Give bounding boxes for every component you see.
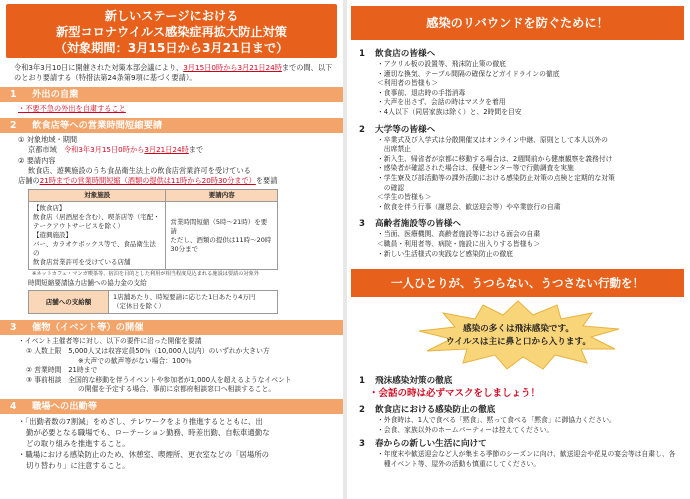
point-2-heading: 2 飲食店における感染防止の徹底 <box>359 405 496 416</box>
facility-line: 飲食店（居酒屋を含む）、喫茶店等（宅配・ <box>33 213 160 222</box>
table-note: ※ネットカフェ・マンガ喫茶等、宿泊を目的とした利用が相当程度見込まれる施設は要請の対象外 <box>32 271 259 278</box>
group-1-item: ・アクリル板の設置等、飛沫防止策の徹底 <box>377 60 506 68</box>
facility-line: バー、カラオケボックス等で、食品衛生法の <box>33 240 156 258</box>
group-2-item: ・感染者が確認された場合は、保健センター等で行動調査を実施 <box>377 164 574 173</box>
point-2-item: ・外食時は、1人で食べる「黙食」、黙って食べる「黙食」に御協力ください。 <box>377 416 616 425</box>
point-2-items <box>347 416 690 435</box>
burst-line-1: 感染の多くは飛沫感染です。 <box>462 324 575 335</box>
point-2-item: ・会食、家族以外のホームパーティーは控えてください。 <box>377 425 554 434</box>
group-2-item: ・卒業式及び入学式は分散開催又はオンライン中継、原則として本人以外の <box>377 135 608 144</box>
section-2-body <box>0 133 343 186</box>
header-line-2: 新型コロナウイルス感染症再拡大防止対策 <box>56 25 287 39</box>
section-1-number: 1 <box>10 89 17 100</box>
group-3-title: 高齢者施設等の皆様へ <box>375 219 461 230</box>
section-4-title: 職場への出勤等 <box>32 400 98 412</box>
request-cell <box>166 202 278 270</box>
group-3 <box>347 212 690 259</box>
main-header <box>6 4 337 58</box>
intro-text <box>0 58 343 83</box>
group-2-item: ・学生寮及び部活動等の課外活動における感染防止対策の点検と定期的な対策 <box>377 173 615 182</box>
group-2-item: ・新入生、帰省者が京都に移動する場合は、2週間前から健康観察を義務付け <box>377 154 613 163</box>
point-2-title: 飲食店における感染防止の徹底 <box>375 405 496 416</box>
event-line: ・イベント主催者等に対し、以下の要件に沿った開催を要請 <box>18 337 202 346</box>
facility-cell <box>29 202 166 270</box>
section-3-title: 催物（イベント等）の開催 <box>32 322 144 334</box>
request-content-line: 30分まで <box>170 244 199 253</box>
rebound-header: 感染のリバウンドを防ぐために！ <box>351 6 684 40</box>
group-1-heading: 1 飲食店の皆様へ <box>359 49 436 59</box>
request-line-2 <box>18 176 337 186</box>
target-area-suffix: まで <box>188 145 204 155</box>
group-3-item: ・新しい生活様式の実践など感染防止の徹底 <box>377 249 513 258</box>
section-4-number: 4 <box>10 400 17 412</box>
cooperation-value-line-1: 1店舗あたり、時短要請に応じた1日あたり4万円 <box>113 293 256 302</box>
point-1-title: 飛沫感染対策の徹底 <box>375 376 453 387</box>
group-2-items <box>347 136 690 213</box>
group-2 <box>347 118 690 213</box>
group-1-item: ・適切な換気、テーブル間隔の確保などガイドラインの徹底 <box>377 69 560 78</box>
group-2-item: の確認 <box>377 183 405 192</box>
section-1-item: ・不要不急の外出を自粛すること <box>18 104 126 113</box>
group-1-item: ・大声を出さず、会話の時はマスクを着用 <box>377 98 506 107</box>
cooperation-title: 時間短縮要請協力店舗への協力金の支給 <box>28 279 147 288</box>
cooperation-key: 店舗への支給額 <box>29 291 109 314</box>
point-3-items <box>347 450 690 469</box>
point-3-item: ・年度末や歓送迎会など人が集まる季節のシーズンに向け、歓送迎会や花見の宴会等は自粛し、各 <box>377 450 676 459</box>
point-1 <box>347 371 690 401</box>
request-content-line: 営業時間短縮（5時～21時）を要請 <box>170 217 268 235</box>
intro-period: 3月15日0時から3月21日24時 <box>183 63 282 72</box>
group-1-items <box>347 60 690 118</box>
target-area-heading: ① 対象地域・期間 <box>18 135 78 145</box>
group-2-item: 出席禁止 <box>377 145 411 154</box>
group-3-item: ＜職員・利用者等、病院・施設に出入りする皆様も＞ <box>377 239 541 248</box>
header-line-1: 新しいステージにおける <box>104 9 239 23</box>
request-suffix: を要請 <box>255 176 278 186</box>
facility-table-header-request: 要請内容 <box>166 190 278 202</box>
point-3-item: 種イベント等、屋外の活動も慎重にしてください。 <box>377 459 541 468</box>
point-3-heading: 3 春からの新しい生活に向けて <box>359 439 487 450</box>
target-area-end: 3月21日24時 <box>144 145 189 155</box>
facility-line: 飲食店営業許可を受けている店舗 <box>33 258 131 267</box>
point-2 <box>347 401 690 435</box>
intro-a: 令和3年3月10日に開催された対策本部会議により、 <box>14 63 184 72</box>
section-4-heading <box>0 399 343 414</box>
request-line-1: 飲食店、遊興施設のうち食品衛生法上の飲食店営業許可を受けている <box>28 165 251 175</box>
group-1-title: 飲食店の皆様へ <box>375 49 436 59</box>
facility-table-header-facility: 対象施設 <box>29 190 166 202</box>
section-2-heading <box>0 118 343 133</box>
point-3 <box>347 435 690 469</box>
cooperation-value-line-2: （定休日を除く） <box>113 302 165 311</box>
facility-line: 【飲食店】 <box>33 204 66 213</box>
group-2-heading: 2 大学等の皆様へ <box>359 124 436 135</box>
request-prefix: 店舗の <box>18 176 40 186</box>
cooperation-value <box>109 291 278 314</box>
group-3-items <box>347 230 690 259</box>
event-line: ① 人数上限 5,000人又は収容定員50％（10,000人以内）のいずれか大きい方 <box>26 347 270 356</box>
group-1-item: ＜利用者の皆様も＞ <box>377 79 439 88</box>
point-1-heading: 1 飛沫感染対策の徹底 <box>359 376 453 387</box>
section-3-number: 3 <box>10 322 17 334</box>
right-column <box>347 0 690 499</box>
work-line: 切り替わり」に注意すること。 <box>26 460 130 470</box>
section-4-body <box>0 414 343 471</box>
event-line: の開催を予定する場合、事前に京都府相談窓口へ相談すること。 <box>78 385 276 394</box>
request-heading: ② 要請内容 <box>18 155 56 165</box>
request-hours: 21時までの営業時間短縮（酒類の提供は11時から20時30分まで） <box>39 176 256 186</box>
group-1 <box>347 40 690 118</box>
section-1-heading <box>0 87 343 102</box>
cooperation-table <box>28 290 278 314</box>
group-1-item: ・食事前、退店時の手指消毒 <box>377 88 466 97</box>
section-1-title: 外出の自粛 <box>32 89 79 100</box>
section-3-heading <box>0 320 343 335</box>
header-line-3: （対象期間：3月15日から3月21日まで） <box>54 41 289 55</box>
section-3-body <box>0 335 343 395</box>
target-area-start: 令和3年3月15日0時から <box>63 145 145 155</box>
event-line: ② 営業時間 21時まで <box>26 366 98 375</box>
section-2-title: 飲食店等への営業時間短縮要請 <box>32 120 163 132</box>
target-area-line <box>18 145 337 155</box>
droplet-burst <box>347 299 690 371</box>
burst-text <box>347 323 690 349</box>
action-banner: 一人ひとりが、うつらない、うつさない行動を！ <box>351 269 684 297</box>
event-line: ③ 事前相談 全国的な移動を伴うイベントや参加者が1,000人を超えるようなイベント <box>26 375 292 384</box>
work-line: ・職場における感染防止のため、休憩室、喫煙所、更衣室などの「居場所の <box>18 449 269 459</box>
intro-c: までの間、以下のとおり要請する（特措法第24条第9項に基づく要請）。 <box>14 63 333 82</box>
target-area-city: 京都市域 <box>28 145 64 155</box>
group-2-item: ・飲食を伴う行事（謝恩会、歓送迎会等）や卒業旅行の自粛 <box>377 202 561 211</box>
work-line: どの取り組みを推進すること。 <box>26 438 130 448</box>
facility-line: 【遊興施設】 <box>33 231 72 240</box>
group-2-title: 大学等の皆様へ <box>375 124 436 135</box>
request-content-line: ただし、酒類の提供は11時～20時 <box>170 235 272 244</box>
event-line: ※大声での歓声等がない場合：100％ <box>78 356 192 365</box>
section-2-number: 2 <box>10 120 17 132</box>
group-2-item: ＜学生の皆様も＞ <box>377 193 432 202</box>
work-line: ・「出勤者数の7割減」をめざし、テレワークをより推進するとともに、出 <box>18 416 263 426</box>
work-line: 勤が必要となる職場でも、ローテーション勤務、時差出勤、自転車通勤な <box>26 427 270 437</box>
facility-line: テークアウトサービスを除く） <box>33 222 124 231</box>
mask-reminder: ・会話の時は必ずマスクをしましょう！ <box>369 388 541 400</box>
group-1-item: ・4人以下（同居家族は除く）と、2時間を目安 <box>377 107 522 116</box>
group-3-heading: 3 高齢者施設等の皆様へ <box>359 219 461 230</box>
facility-table <box>28 189 278 270</box>
point-3-title: 春からの新しい生活に向けて <box>375 439 487 450</box>
group-3-item: ・当面、医療機関、高齢者施設等における面会の自粛 <box>377 230 541 239</box>
burst-line-2: ウイルスは主に鼻と口から入ります。 <box>446 337 591 348</box>
left-column <box>0 0 343 499</box>
